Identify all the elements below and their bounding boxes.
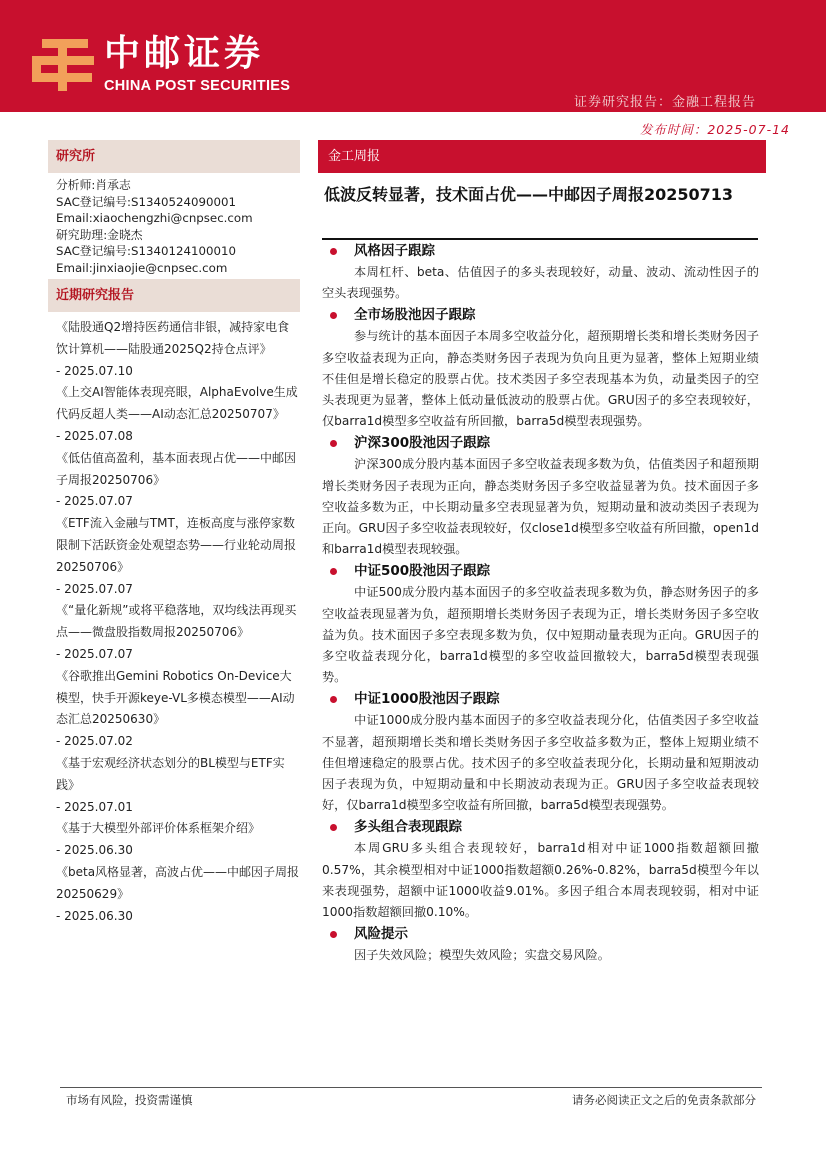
- china-post-logo-icon: [28, 35, 98, 93]
- recent-report-date: - 2025.06.30: [56, 843, 133, 858]
- section-body: 本周GRU多头组合表现较好，barra1d相对中证1000指数超额回撤0.57%，其余模型相对中证1000指数超额0.26%-0.82%，barra5d模型今年以来表现强势，超额中证1000收益9.01%。多因子组合本周表现较弱，相对中证1000指数超额回撤0.10%。: [322, 841, 759, 920]
- recent-report-date: - 2025.06.30: [56, 908, 133, 923]
- section-body: 中证500成分股内基本面因子的多空收益表现多数为负，静态财务因子的多空收益表现显著为负，超预期增长类财务因子表现为正，增长类财务因子多空收益为负。技术面因子多空表现多数为负，仅中短期动量表现为正向。GRU因子的多空收益表现分化，barra1d模型的多空收益回撤较大，barra5d模型表现强势。: [322, 585, 759, 685]
- analyst-email[interactable]: Email:xiaochengzhi@cnpsec.com: [56, 211, 253, 226]
- recent-report-date: - 2025.07.07: [56, 494, 133, 509]
- section-heading: 风格因子跟踪: [322, 241, 759, 262]
- bullet-icon: [330, 440, 337, 447]
- section-body: 中证1000成分股内基本面因子的多空收益表现分化，估值类因子多空收益不显著，超预期增长类和增长类财务因子多空收益多数为正，整体上短期业绩不佳但增速稳定的股票占优。技术因子的多空收益表现分化，长期动量和短期波动因子表现为负，中短期动量和中长期波动表现为正。GRU因子多空收益表现较好，仅barra1d模型多空收益有所回撤，barra5d模型表现强势。: [322, 713, 759, 813]
- recent-report-date: - 2025.07.07: [56, 581, 133, 596]
- header-banner: [0, 0, 826, 112]
- brand-name-en: CHINA POST SECURITIES: [104, 78, 291, 94]
- recent-report-title[interactable]: 《上交AI智能体表现亮眼，AlphaEvolve生成代码反超人类——AI动态汇总20250707》: [56, 385, 298, 422]
- recent-report-date: - 2025.07.01: [56, 799, 133, 814]
- section-heading: 中证500股池因子跟踪: [322, 561, 759, 582]
- report-title: 低波反转显著，技术面占优——中邮因子周报20250713: [324, 185, 734, 204]
- bullet-icon: [330, 931, 337, 938]
- bullet-icon: [330, 312, 337, 319]
- recent-report-title[interactable]: 《“量化新规”或将平稳落地，双均线法再现买点——微盘股指数周报20250706》: [56, 603, 297, 640]
- footer-divider: [60, 1087, 762, 1088]
- publish-date: 发布时间：2025-07-14: [639, 122, 790, 137]
- section-heading: 沪深300股池因子跟踪: [322, 433, 759, 454]
- institute-heading: 研究所: [48, 140, 300, 173]
- recent-reports-heading: 近期研究报告: [48, 279, 300, 312]
- recent-report-title[interactable]: 《beta风格显著，高波占优——中邮因子周报20250629》: [56, 864, 300, 901]
- brand-name-cn: 中邮证券: [104, 33, 265, 74]
- recent-report-date: - 2025.07.02: [56, 734, 133, 749]
- section-body: 沪深300成分股内基本面因子多空收益表现多数为负，估值类因子和超预期增长类财务因子表现为正向，静态类财务因子多空收益显著为负。技术面因子多空收益多数为正，中长期动量多空表现显著为负，短期动量和波动类因子表现为正向。GRU因子多空收益表现较好，仅close1d模型多空收益有所回撤，open1d和barra1d模型表现较强。: [322, 457, 759, 557]
- bullet-icon: [330, 824, 337, 831]
- section-body: 因子失效风险；模型失效风险；实盘交易风险。: [354, 948, 610, 963]
- summary-sections: [322, 241, 759, 967]
- section-heading: 全市场股池因子跟踪: [322, 305, 759, 326]
- report-type: 证券研究报告：金融工程报告: [573, 95, 756, 110]
- bullet-icon: [330, 696, 337, 703]
- recent-report-date: - 2025.07.07: [56, 646, 133, 661]
- section-heading: 多头组合表现跟踪: [322, 817, 759, 838]
- section-heading: 中证1000股池因子跟踪: [322, 689, 759, 710]
- recent-reports-list: [56, 317, 300, 927]
- recent-report-title[interactable]: 《低估值高盈利，基本面表现占优——中邮因子周报20250706》: [56, 450, 297, 487]
- analyst-line: 研究助理:金晓杰: [56, 227, 143, 242]
- section-heading: 风险提示: [322, 924, 759, 945]
- recent-report-title[interactable]: 《基于大模型外部评价体系框架介绍》: [56, 821, 261, 836]
- recent-report-date: - 2025.07.08: [56, 428, 133, 443]
- analyst-info: [56, 177, 300, 277]
- analyst-line: 分析师:肖承志: [56, 178, 131, 192]
- recent-report-title[interactable]: 《谷歌推出Gemini Robotics On-Device大模型，快手开源keye-VL多模态模型——AI动态汇总20250630》: [56, 668, 295, 727]
- footer-disclaimer-note: 请务必阅读正文之后的免责条款部分: [572, 1093, 756, 1107]
- bullet-icon: [330, 248, 337, 255]
- section-body: 参与统计的基本面因子本周多空收益分化，超预期增长类和增长类财务因子多空收益表现为正向，静态类财务因子表现为负向且更为显著，整体上短期业绩不佳但是增长稳定的股票占优。技术类因子多空表现基本为负，动量类因子的空头表现更为显著，整体上低动量低波动的股票占优。GRU因子的多空表现较好，仅barra1d模型多空收益有所回撤，barra5d模型表现强势。: [322, 329, 759, 429]
- recent-report-title[interactable]: 《陆股通Q2增持医药通信非银，减持家电食饮计算机——陆股通2025Q2持仓点评》: [56, 320, 290, 356]
- footer-risk-note: 市场有风险，投资需谨慎: [66, 1093, 193, 1107]
- bullet-icon: [330, 568, 337, 575]
- recent-report-title[interactable]: 《基于宏观经济状态划分的BL模型与ETF实践》: [56, 755, 285, 792]
- recent-report-title[interactable]: 《ETF流入金融与TMT，连板高度与涨停家数限制下活跃资金处观望态势——行业轮动周报20250706》: [56, 516, 297, 574]
- analyst-email[interactable]: Email:jinxiaojie@cnpsec.com: [56, 260, 228, 275]
- analyst-line: SAC登记编号:S1340124100010: [56, 244, 237, 259]
- section-body: 本周杠杆、beta、估值因子的多头表现较好，动量、波动、流动性因子的空头表现强势。: [322, 265, 759, 301]
- recent-report-date: - 2025.07.10: [56, 363, 133, 378]
- title-divider: [322, 238, 758, 240]
- report-category-tag: 金工周报: [318, 140, 766, 173]
- analyst-line: SAC登记编号:S1340524090001: [56, 194, 237, 209]
